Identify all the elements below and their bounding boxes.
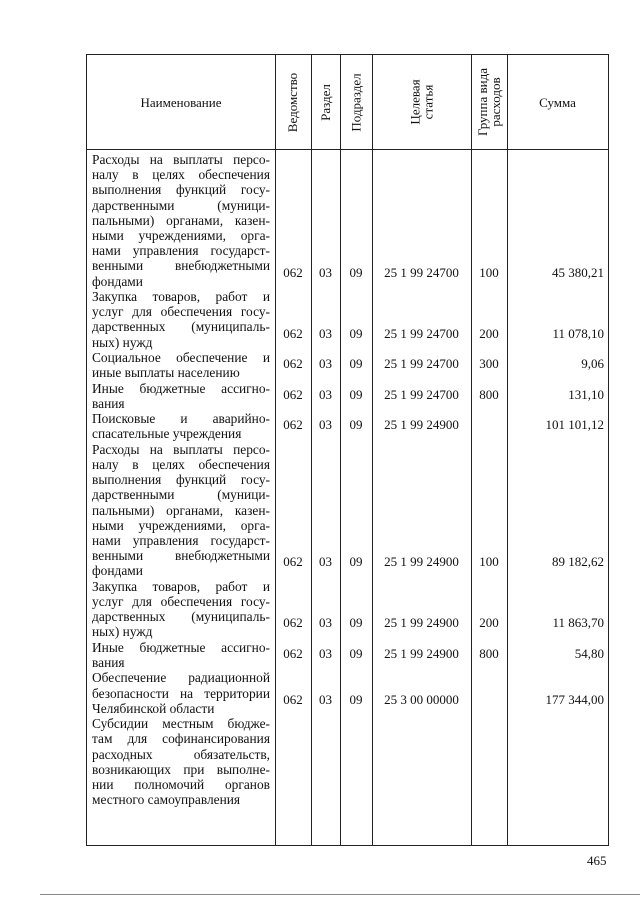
- row-name-line: Социальное обеспечение и: [92, 350, 270, 365]
- row-podrazdel: 09: [349, 417, 363, 433]
- footer-rule: [40, 894, 640, 895]
- row-gruppa: 200: [479, 325, 499, 341]
- row-vedomstvo: 062: [283, 264, 303, 280]
- row-name-line: спасательные учреждения: [92, 426, 242, 442]
- row-name-line: нами управления государст-: [92, 243, 270, 259]
- header-celevaya-text: [408, 79, 434, 124]
- header-summa: [507, 55, 608, 149]
- column-divider: [311, 55, 312, 845]
- row-name-line: Субсидии местным бюдже-: [92, 716, 270, 732]
- row-name-line: услуг для обеспечения госу-: [92, 593, 270, 609]
- row-summa: 131,10: [568, 386, 604, 402]
- row-razdel: 03: [319, 646, 332, 661]
- header-gruppa: [471, 55, 507, 149]
- row-celevaya: 25 1 99 24700: [384, 386, 459, 402]
- row-summa: 11 078,10: [552, 325, 604, 341]
- row-celevaya: 25 1 99 24700: [384, 356, 459, 372]
- row-name-line: безопасности на территории: [92, 685, 270, 701]
- row-name-line: Закупка товаров, работ и: [92, 578, 270, 594]
- row-podrazdel: 09: [349, 554, 363, 570]
- column-divider: [275, 55, 276, 845]
- row-name: [92, 640, 270, 670]
- row-name-line: Расходы на выплаты персо-: [92, 441, 270, 457]
- row-name-line: пальными) органами, казен-: [92, 502, 270, 518]
- header-vedomstvo-text: Ведомство: [285, 72, 301, 132]
- row-razdel: 03: [319, 386, 332, 402]
- row-name: [92, 289, 270, 350]
- row-name-line: вания: [92, 395, 125, 411]
- row-summa: 54,80: [574, 646, 604, 661]
- row-name-line: выполнения функций госу-: [92, 472, 270, 488]
- header-gruppa-line: Группа вида: [475, 68, 491, 136]
- row-podrazdel: 09: [349, 386, 363, 402]
- row-name-line: иные выплаты населению: [92, 365, 240, 381]
- row-name-line: местного самоуправления: [92, 792, 241, 808]
- header-divider: [87, 149, 608, 150]
- row-name-line: пальными) органами, казен-: [92, 212, 270, 228]
- row-name: [92, 442, 270, 579]
- row-name-line: Закупка товаров, работ и: [92, 289, 270, 304]
- row-name-line: возникающих при выполне-: [92, 761, 270, 777]
- row-podrazdel: 09: [349, 264, 363, 280]
- row-name: [92, 579, 270, 640]
- header-podrazdel: [340, 55, 372, 149]
- row-celevaya: 25 3 00 00000: [384, 691, 459, 707]
- row-name-line: Иные бюджетные ассигно-: [92, 639, 270, 655]
- column-divider: [507, 55, 508, 845]
- row-summa: 9,06: [581, 356, 604, 372]
- row-name-line: услуг для обеспечения госу-: [92, 304, 270, 320]
- row-name-line: ных) нужд: [92, 334, 153, 350]
- row-gruppa: 800: [479, 386, 499, 402]
- row-podrazdel: 09: [349, 615, 363, 631]
- row-name-line: фондами: [92, 563, 143, 579]
- row-celevaya: 25 1 99 24900: [384, 554, 459, 570]
- header-gruppa-line: расходов: [488, 77, 504, 127]
- row-name-line: ных) нужд: [92, 624, 153, 640]
- row-summa: 101 101,12: [545, 417, 604, 433]
- row-name-line: дарственных (муниципаль-: [92, 319, 270, 335]
- row-name-line: нами управления государст-: [92, 532, 270, 548]
- row-celevaya: 25 1 99 24900: [384, 417, 459, 433]
- row-name-line: ными учреждениями, орга-: [92, 227, 270, 243]
- row-summa: 89 182,62: [552, 554, 604, 570]
- row-name-line: дарственными (муници-: [92, 197, 270, 213]
- row-celevaya: 25 1 99 24900: [384, 615, 459, 631]
- row-name-line: дарственных (муниципаль-: [92, 609, 270, 625]
- row-name: [92, 381, 270, 411]
- row-vedomstvo: 062: [283, 615, 303, 631]
- header-podrazdel-text: Подраздел: [348, 72, 364, 132]
- header-razdel-text: Раздел: [318, 83, 333, 121]
- row-celevaya: 25 1 99 24700: [384, 325, 459, 341]
- row-name-line: вания: [92, 654, 125, 670]
- row-gruppa: 800: [479, 646, 499, 661]
- column-divider: [340, 55, 341, 845]
- row-name-line: Иные бюджетные ассигно-: [92, 380, 270, 396]
- row-podrazdel: 09: [349, 356, 363, 372]
- header-name-text: Наименование: [140, 94, 222, 110]
- row-gruppa: 200: [479, 615, 499, 631]
- row-name-line: Челябинской области: [92, 700, 215, 716]
- row-name-line: Расходы на выплаты персо-: [92, 152, 270, 167]
- row-razdel: 03: [319, 417, 332, 433]
- header-summa-text: Сумма: [539, 94, 576, 110]
- row-name: [92, 716, 270, 807]
- row-razdel: 03: [319, 554, 332, 570]
- header-name: [87, 55, 275, 149]
- row-podrazdel: 09: [349, 646, 363, 661]
- header-celevaya-line: статья: [420, 84, 436, 120]
- row-name-line: Обеспечение радиационной: [92, 670, 270, 686]
- header-vedomstvo: [275, 55, 311, 149]
- row-razdel: 03: [319, 615, 332, 631]
- row-name: [92, 350, 270, 380]
- row-name-line: нии полномочий органов: [92, 776, 270, 792]
- row-name-line: там для софинансирования: [92, 731, 270, 747]
- row-podrazdel: 09: [349, 325, 363, 341]
- row-name-line: дарственными (муници-: [92, 487, 270, 503]
- row-name: [92, 670, 270, 716]
- row-summa: 177 344,00: [545, 691, 604, 707]
- row-vedomstvo: 062: [283, 356, 303, 372]
- row-vedomstvo: 062: [283, 417, 303, 433]
- row-celevaya: 25 1 99 24700: [384, 264, 459, 280]
- row-vedomstvo: 062: [283, 386, 303, 402]
- row-name: [92, 411, 270, 441]
- budget-table: [86, 54, 609, 846]
- row-name-line: налу в целях обеспечения: [92, 167, 270, 183]
- row-razdel: 03: [319, 325, 332, 341]
- header-celevaya: [372, 55, 471, 149]
- row-gruppa: 300: [479, 356, 499, 372]
- row-name-line: Поисковые и аварийно-: [92, 411, 270, 427]
- row-name-line: налу в целях обеспечения: [92, 456, 270, 472]
- row-razdel: 03: [319, 356, 332, 372]
- row-vedomstvo: 062: [283, 325, 303, 341]
- column-divider: [471, 55, 472, 845]
- row-celevaya: 25 1 99 24900: [384, 646, 459, 661]
- header-razdel: [311, 55, 340, 149]
- row-razdel: 03: [319, 264, 332, 280]
- row-podrazdel: 09: [349, 691, 363, 707]
- row-name-line: фондами: [92, 273, 143, 289]
- row-name-line: венными внебюджетными: [92, 548, 270, 564]
- row-summa: 11 863,70: [552, 615, 604, 631]
- header-celevaya-line: Целевая: [407, 79, 423, 125]
- column-divider: [372, 55, 373, 845]
- row-name-line: ными учреждениями, орга-: [92, 517, 270, 533]
- row-gruppa: 100: [479, 554, 499, 570]
- row-name-line: расходных обязательств,: [92, 746, 270, 762]
- row-vedomstvo: 062: [283, 691, 303, 707]
- page-number: 465: [587, 853, 607, 868]
- row-name: [92, 152, 270, 289]
- row-razdel: 03: [319, 691, 332, 707]
- row-name-line: венными внебюджетными: [92, 258, 270, 274]
- row-vedomstvo: 062: [283, 554, 303, 570]
- row-summa: 45 380,21: [552, 264, 604, 280]
- row-gruppa: 100: [479, 264, 499, 280]
- row-vedomstvo: 062: [283, 646, 303, 661]
- header-gruppa-text: [476, 68, 502, 136]
- row-name-line: выполнения функций госу-: [92, 182, 270, 198]
